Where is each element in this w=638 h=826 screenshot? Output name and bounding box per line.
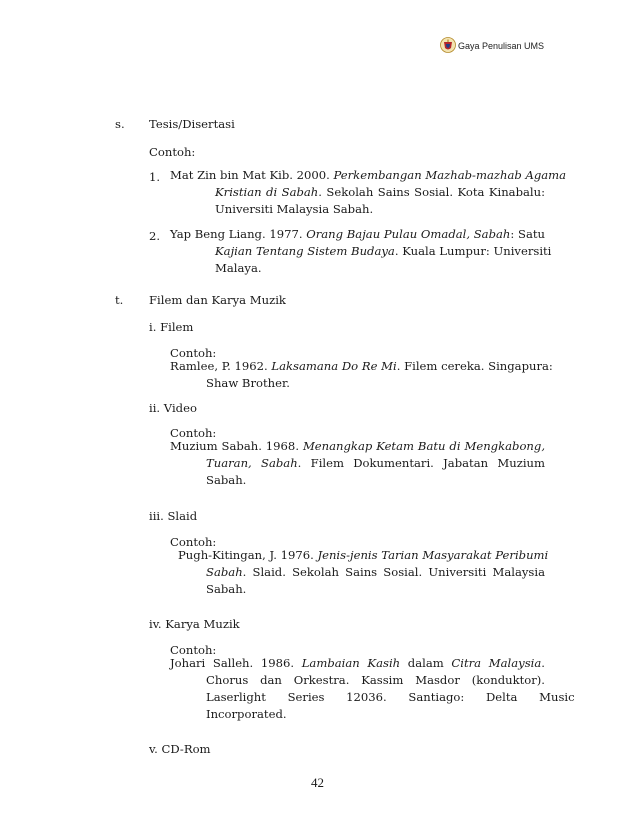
reference-line: Muzium Sabah. 1968. Menangkap Ketam Batu di Mengkabong, xyxy=(170,439,545,453)
reference-line: Laserlight Series 12036. Santiago: Delta Music xyxy=(206,690,575,704)
reference-line: Chorus dan Orkestra. Kassim Masdor (konduktor). xyxy=(206,673,545,687)
header-title: Gaya Penulisan UMS xyxy=(458,41,545,51)
example-label: Contoh: xyxy=(170,426,217,440)
reference-line: Kristian di Sabah. Sekolah Sains Sosial. Kota Kinabalu: xyxy=(215,185,546,199)
reference-line: Malaya. xyxy=(215,261,262,275)
ums-crest-icon xyxy=(440,37,456,53)
reference-line: Shaw Brother. xyxy=(206,376,290,390)
subsection-heading-karya-muzik: iv. Karya Muzik xyxy=(149,617,240,631)
reference-line: Sabah. Slaid. Sekolah Sains Sosial. Universiti Malaysia xyxy=(206,565,545,579)
example-label: Contoh: xyxy=(170,643,217,657)
reference-line: Ramlee, P. 1962. Laksamana Do Re Mi. Filem cereka. Singapura: xyxy=(170,359,553,373)
example-label: Contoh: xyxy=(170,535,217,549)
reference-line: Johari Salleh. 1986. Lambaian Kasih dalam Citra Malaysia. xyxy=(170,656,545,670)
example-label: Contoh: xyxy=(149,145,196,159)
list-item-number: 2. xyxy=(149,229,161,243)
example-label: Contoh: xyxy=(170,346,217,360)
subsection-heading-filem: i. Filem xyxy=(149,320,194,334)
subsection-heading-cd-rom: v. CD-Rom xyxy=(149,742,211,756)
reference-line: Yap Beng Liang. 1977. Orang Bajau Pulau Omadal, Sabah: Satu xyxy=(170,227,545,241)
reference-line: Sabah. xyxy=(206,473,247,487)
reference-line: Incorporated. xyxy=(206,707,287,721)
section-heading-s: Tesis/Disertasi xyxy=(149,117,235,131)
section-marker-s: s. xyxy=(115,117,125,131)
section-marker-t: t. xyxy=(115,293,124,307)
list-item-number: 1. xyxy=(149,170,161,184)
reference-line: Kajian Tentang Sistem Budaya. Kuala Lumpur: Universiti xyxy=(215,244,552,258)
reference-line: Tuaran, Sabah. Filem Dokumentari. Jabatan Muzium xyxy=(206,456,545,470)
subsection-heading-slaid: iii. Slaid xyxy=(149,509,198,523)
reference-line: Sabah. xyxy=(206,582,247,596)
reference-line: Mat Zin bin Mat Kib. 2000. Perkembangan Mazhab-mazhab Agama xyxy=(170,168,567,182)
reference-line: Universiti Malaysia Sabah. xyxy=(215,202,374,216)
subsection-heading-video: ii. Video xyxy=(149,401,197,415)
section-heading-t: Filem dan Karya Muzik xyxy=(149,293,286,307)
reference-line: Pugh-Kitingan, J. 1976. Jenis-jenis Tarian Masyarakat Peribumi xyxy=(178,548,549,562)
page-number: 42 xyxy=(311,775,324,790)
